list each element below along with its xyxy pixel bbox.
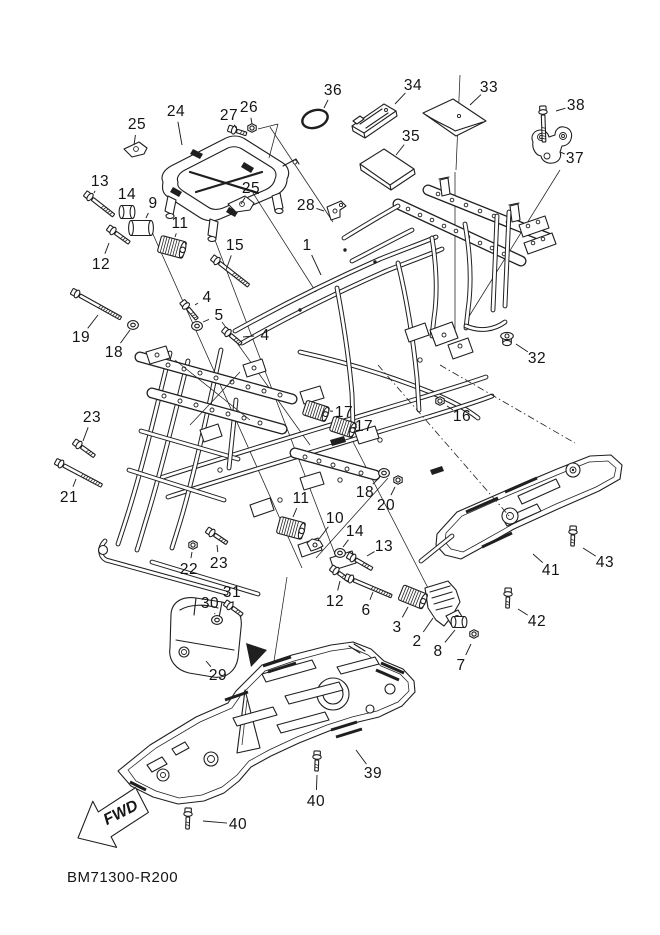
callout-leader-22 xyxy=(191,552,192,558)
callout-leader-11 xyxy=(175,233,176,237)
fastener-nut xyxy=(394,476,402,485)
callout-23: 23 xyxy=(82,409,102,427)
fastener-cyl xyxy=(451,617,467,628)
callout-leader-21 xyxy=(73,479,76,487)
callout-leader-6 xyxy=(370,592,373,600)
callout-43: 43 xyxy=(595,554,615,572)
callout-leader-1 xyxy=(312,255,321,275)
callout-35: 35 xyxy=(401,128,421,146)
callout-leader-14 xyxy=(343,540,348,547)
callout-4: 4 xyxy=(260,327,270,345)
callout-2: 2 xyxy=(412,633,422,651)
callout-leader-12 xyxy=(105,243,109,254)
fastener-washer xyxy=(212,616,223,625)
callout-6: 6 xyxy=(361,602,371,620)
callout-42: 42 xyxy=(527,613,547,631)
callout-20: 20 xyxy=(376,497,396,515)
callout-24: 24 xyxy=(166,103,186,121)
fastener-bolt xyxy=(179,299,200,322)
callout-leader-20 xyxy=(391,487,395,495)
callout-leader-42 xyxy=(518,609,528,615)
callout-leader-11 xyxy=(293,508,297,517)
callout-10: 10 xyxy=(325,510,345,528)
fastener-rib xyxy=(302,400,330,422)
fastener-bolt xyxy=(210,254,251,289)
callout-9: 9 xyxy=(148,195,158,213)
callout-28: 28 xyxy=(296,197,316,215)
callout-leader-13 xyxy=(367,552,375,556)
callout-1: 1 xyxy=(302,237,312,255)
fastener-rib xyxy=(276,516,306,539)
callout-40: 40 xyxy=(228,816,248,834)
fastener-nut xyxy=(248,124,256,133)
rear-rack xyxy=(398,177,556,261)
callout-leader-39 xyxy=(356,750,366,764)
fastener-bolt xyxy=(312,751,321,771)
callout-41: 41 xyxy=(541,562,561,580)
callout-12: 12 xyxy=(325,593,345,611)
callout-25: 25 xyxy=(241,180,261,198)
fastener-bolt xyxy=(183,808,192,829)
fastener-bolt xyxy=(83,190,117,219)
callout-13: 13 xyxy=(374,538,394,556)
callout-18: 18 xyxy=(355,484,375,502)
fastener-washer xyxy=(335,549,346,558)
fastener-rib xyxy=(157,235,187,258)
callout-17: 17 xyxy=(334,404,354,422)
callout-leader-43 xyxy=(583,548,596,556)
skid-plate-41 xyxy=(421,455,622,561)
callout-leader-35 xyxy=(396,145,404,155)
callout-29: 29 xyxy=(208,667,228,685)
callout-leader-12 xyxy=(338,581,340,590)
callout-17: 17 xyxy=(354,418,374,436)
callout-14: 14 xyxy=(345,523,365,541)
callout-leader-3 xyxy=(402,607,408,617)
callout-11: 11 xyxy=(171,215,189,233)
part-code-label: BM71300-R200 xyxy=(67,869,179,886)
callout-leader-19 xyxy=(88,315,98,328)
callout-40: 40 xyxy=(306,793,326,811)
fastener-bolt xyxy=(568,526,577,546)
callout-leader-23 xyxy=(83,427,88,441)
callout-4: 4 xyxy=(202,289,212,307)
callout-5: 5 xyxy=(214,307,224,325)
callout-leader-34 xyxy=(395,93,405,104)
callout-12: 12 xyxy=(91,256,111,274)
callout-19: 19 xyxy=(71,329,91,347)
fastener-oring xyxy=(300,107,330,131)
callout-leader-24 xyxy=(178,122,182,145)
callout-leader-8 xyxy=(445,630,455,642)
fwd-label: FWD xyxy=(100,797,142,829)
fwd-arrow xyxy=(78,788,148,848)
callout-34: 34 xyxy=(403,77,423,95)
fastener-bolt xyxy=(344,573,393,600)
callout-leader-32 xyxy=(516,344,528,352)
callout-leader-9 xyxy=(146,213,148,218)
fastener-bolt xyxy=(72,438,97,459)
callout-26: 26 xyxy=(239,99,259,117)
callout-leader-23 xyxy=(217,545,218,552)
fastener-bolt xyxy=(503,588,512,608)
callout-leader-40 xyxy=(203,821,227,823)
callout-8: 8 xyxy=(433,643,443,661)
callout-leader-2 xyxy=(423,618,433,632)
callout-leader-36 xyxy=(324,100,328,108)
callout-13: 13 xyxy=(90,173,110,191)
fastener-cyl xyxy=(119,206,135,219)
fastener-bolt xyxy=(54,457,104,489)
fastener-washer xyxy=(192,322,203,331)
callout-15: 15 xyxy=(225,237,245,255)
callout-leader-18 xyxy=(120,330,130,343)
callout-30: 30 xyxy=(200,595,220,613)
fastener-nut xyxy=(189,541,197,550)
callout-leader-7 xyxy=(466,644,471,655)
fastener-nut xyxy=(436,397,444,406)
callout-11: 11 xyxy=(292,490,310,508)
callout-32: 32 xyxy=(527,350,547,368)
carrier-frame-24 xyxy=(124,136,346,242)
callout-22: 22 xyxy=(179,561,199,579)
callout-leader-38 xyxy=(556,108,565,111)
callout-leader-4 xyxy=(195,303,198,305)
callout-16: 16 xyxy=(452,408,472,426)
callout-37: 37 xyxy=(565,150,585,168)
callout-25: 25 xyxy=(127,116,147,134)
callout-leader-40 xyxy=(316,775,317,790)
callout-leader-5 xyxy=(203,319,209,322)
callout-leader-13 xyxy=(94,191,95,193)
callout-33: 33 xyxy=(479,79,499,97)
fastener-plug xyxy=(501,332,514,345)
fastener-cyl xyxy=(129,221,154,236)
callout-31: 31 xyxy=(222,584,242,602)
fastener-bolt xyxy=(205,526,230,546)
callout-leader-26 xyxy=(251,118,252,124)
callout-39: 39 xyxy=(363,765,383,783)
callout-38: 38 xyxy=(566,97,586,115)
callout-7: 7 xyxy=(456,657,466,675)
fastener-washer xyxy=(379,469,390,478)
callout-14: 14 xyxy=(117,186,137,204)
fastener-washer xyxy=(128,321,139,330)
callout-23: 23 xyxy=(209,555,229,573)
callout-27: 27 xyxy=(219,107,239,125)
fastener-bolt xyxy=(106,224,132,246)
fastener-rib xyxy=(398,585,429,610)
callout-36: 36 xyxy=(323,82,343,100)
callout-18: 18 xyxy=(104,344,124,362)
fastener-nut xyxy=(470,630,478,639)
callout-21: 21 xyxy=(59,489,79,507)
callout-3: 3 xyxy=(392,619,402,637)
callout-leader-28 xyxy=(316,208,324,211)
